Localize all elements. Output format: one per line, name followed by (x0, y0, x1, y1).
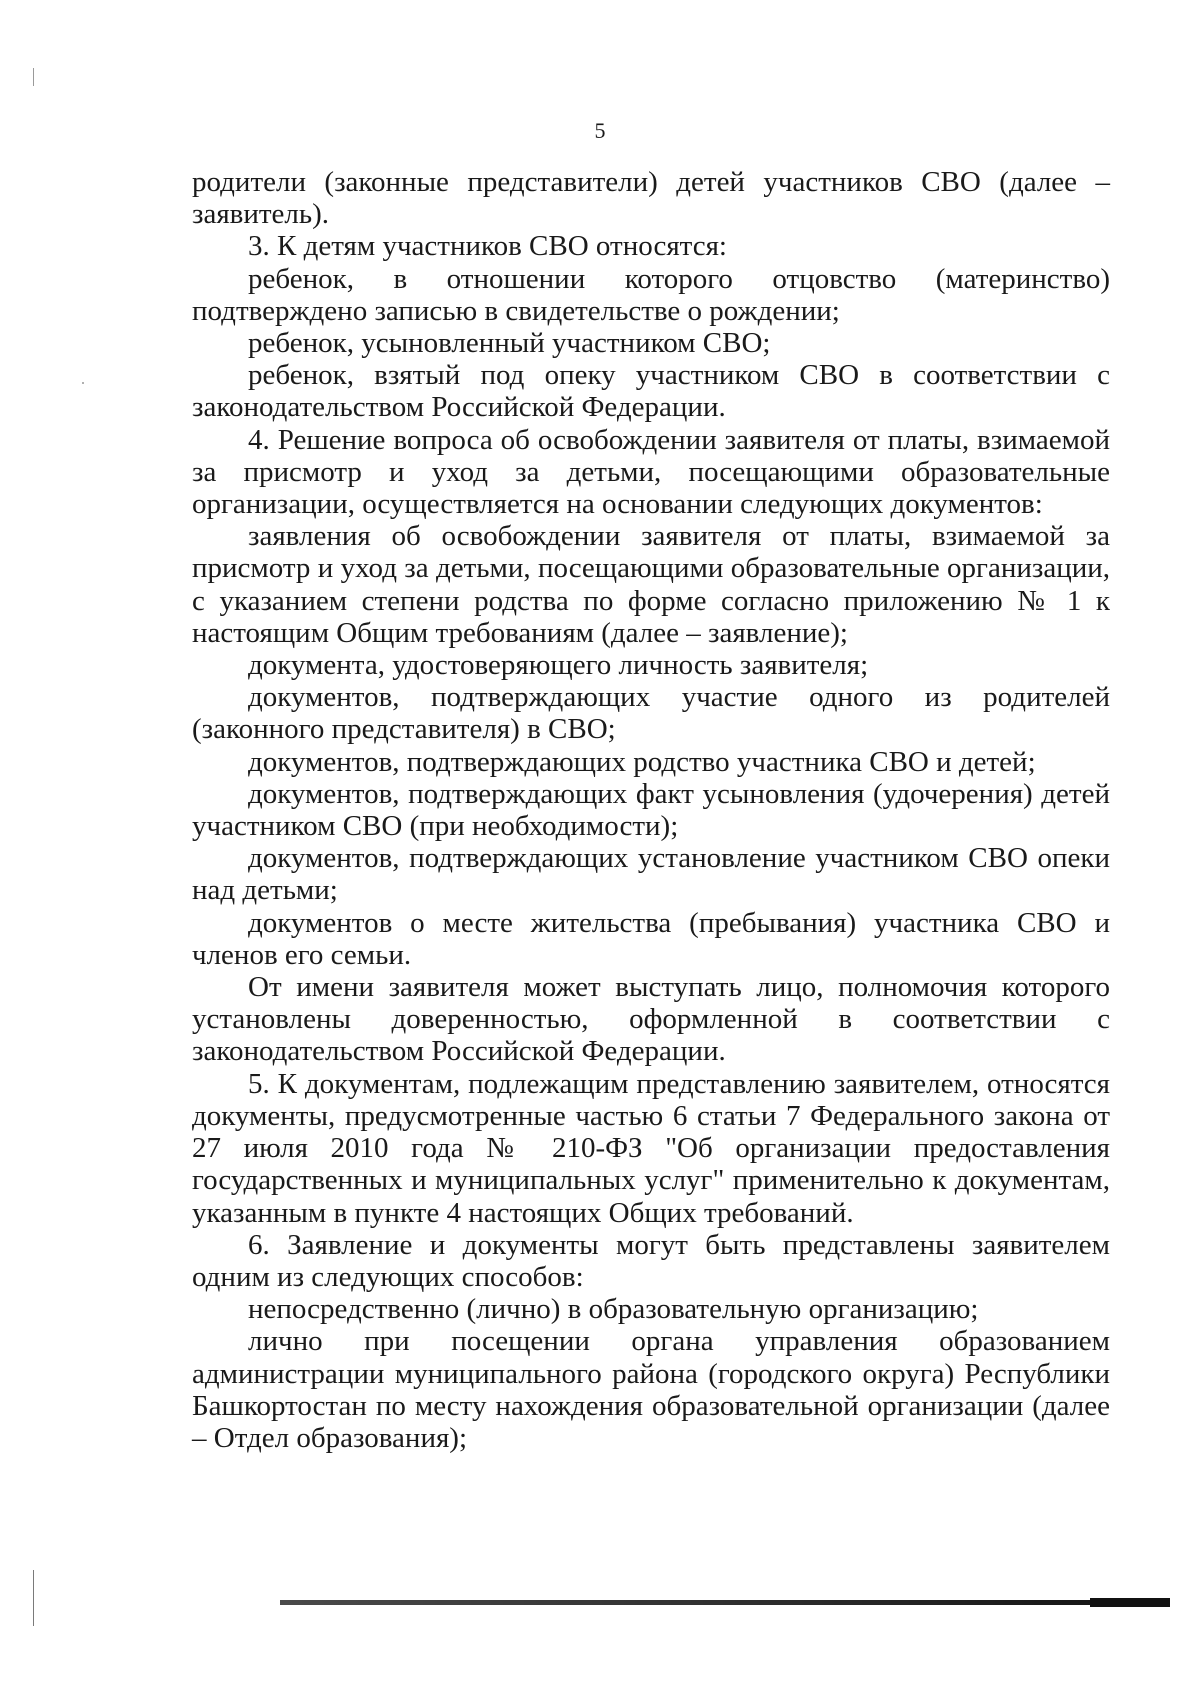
document-body (192, 166, 1110, 1454)
paragraph-item-5: 5. К документам, подлежащим представлению заявителем, относятся документы, предусмотренные частью 6 статьи 7 Федерального закона от 27 июля 2010 года № 210-ФЗ "Об организации предоставления государственных и муниципальных услуг" применительно к документам, указанным в пункте 4 настоящих Общих требований. (192, 1067, 1110, 1229)
paragraph-adoption-documents: документов, подтверждающих факт усыновления (удочерения) детей участником СВО (при необходимости); (192, 777, 1110, 843)
paragraph-guardianship-documents: документов, подтверждающих установление участником СВО опеки над детьми; (192, 842, 1110, 907)
paragraph-child-adopted: ребенок, усыновленный участником СВО; (248, 327, 771, 360)
paragraph-item-3: 3. К детям участников СВО относятся: (248, 230, 727, 263)
scan-artifact-mark (33, 68, 34, 86)
paragraph-child-guardianship: ребенок, взятый под опеку участником СВО в соответствии с законодательством Российской Федерации. (192, 359, 1110, 424)
paragraph-applicant-definition: родители (законные представители) детей участников СВО (далее – заявитель). (192, 166, 1110, 231)
paragraph-method-in-person: непосредственно (лично) в образовательную организацию; (248, 1293, 979, 1326)
paragraph-child-paternity: ребенок, в отношении которого отцовство (материнство) подтверждено записью в свидетельстве о рождении; (192, 262, 1110, 327)
paragraph-power-of-attorney: От имени заявителя может выступать лицо, полномочия которого установлены доверенностью, оформленной в соответствии с законодательством Российской Федерации. (192, 971, 1110, 1068)
paragraph-residence-documents: документов о месте жительства (пребывания) участника СВО и членов его семьи. (192, 906, 1110, 971)
paragraph-method-education-department: лично при посещении органа управления образованием администрации муниципального района (городского округа) Республики Башкортостан по месту нахождения образовательной организации (далее – Отдел образования); (192, 1325, 1110, 1454)
paragraph-participation-documents: документов, подтверждающих участие одного из родителей (законного представителя) в СВО; (192, 681, 1110, 746)
paragraph-item-6: 6. Заявление и документы могут быть представлены заявителем одним из следующих способов: (192, 1228, 1110, 1293)
page-number: 5 (594, 118, 606, 143)
scan-artifact-line (33, 1570, 34, 1626)
paragraph-kinship-documents: документов, подтверждающих родство участника СВО и детей; (248, 745, 1036, 778)
paragraph-application: заявления об освобождении заявителя от платы, взимаемой за присмотр и уход за детьми, посещающими образовательные организации, с указанием степени родства по форме согласно приложению № 1 к настоящим Общим требованиям (далее – заявление); (192, 520, 1110, 649)
page-bottom-rule (280, 1600, 1170, 1605)
scan-artifact-dot (82, 382, 84, 384)
page-bottom-rule-end (1090, 1598, 1170, 1607)
paragraph-item-4: 4. Решение вопроса об освобождении заявителя от платы, взимаемой за присмотр и уход за детьми, посещающими образовательные организации, осуществляется на основании следующих документов: (192, 423, 1110, 521)
paragraph-identity-document: документа, удостоверяющего личность заявителя; (248, 649, 869, 682)
